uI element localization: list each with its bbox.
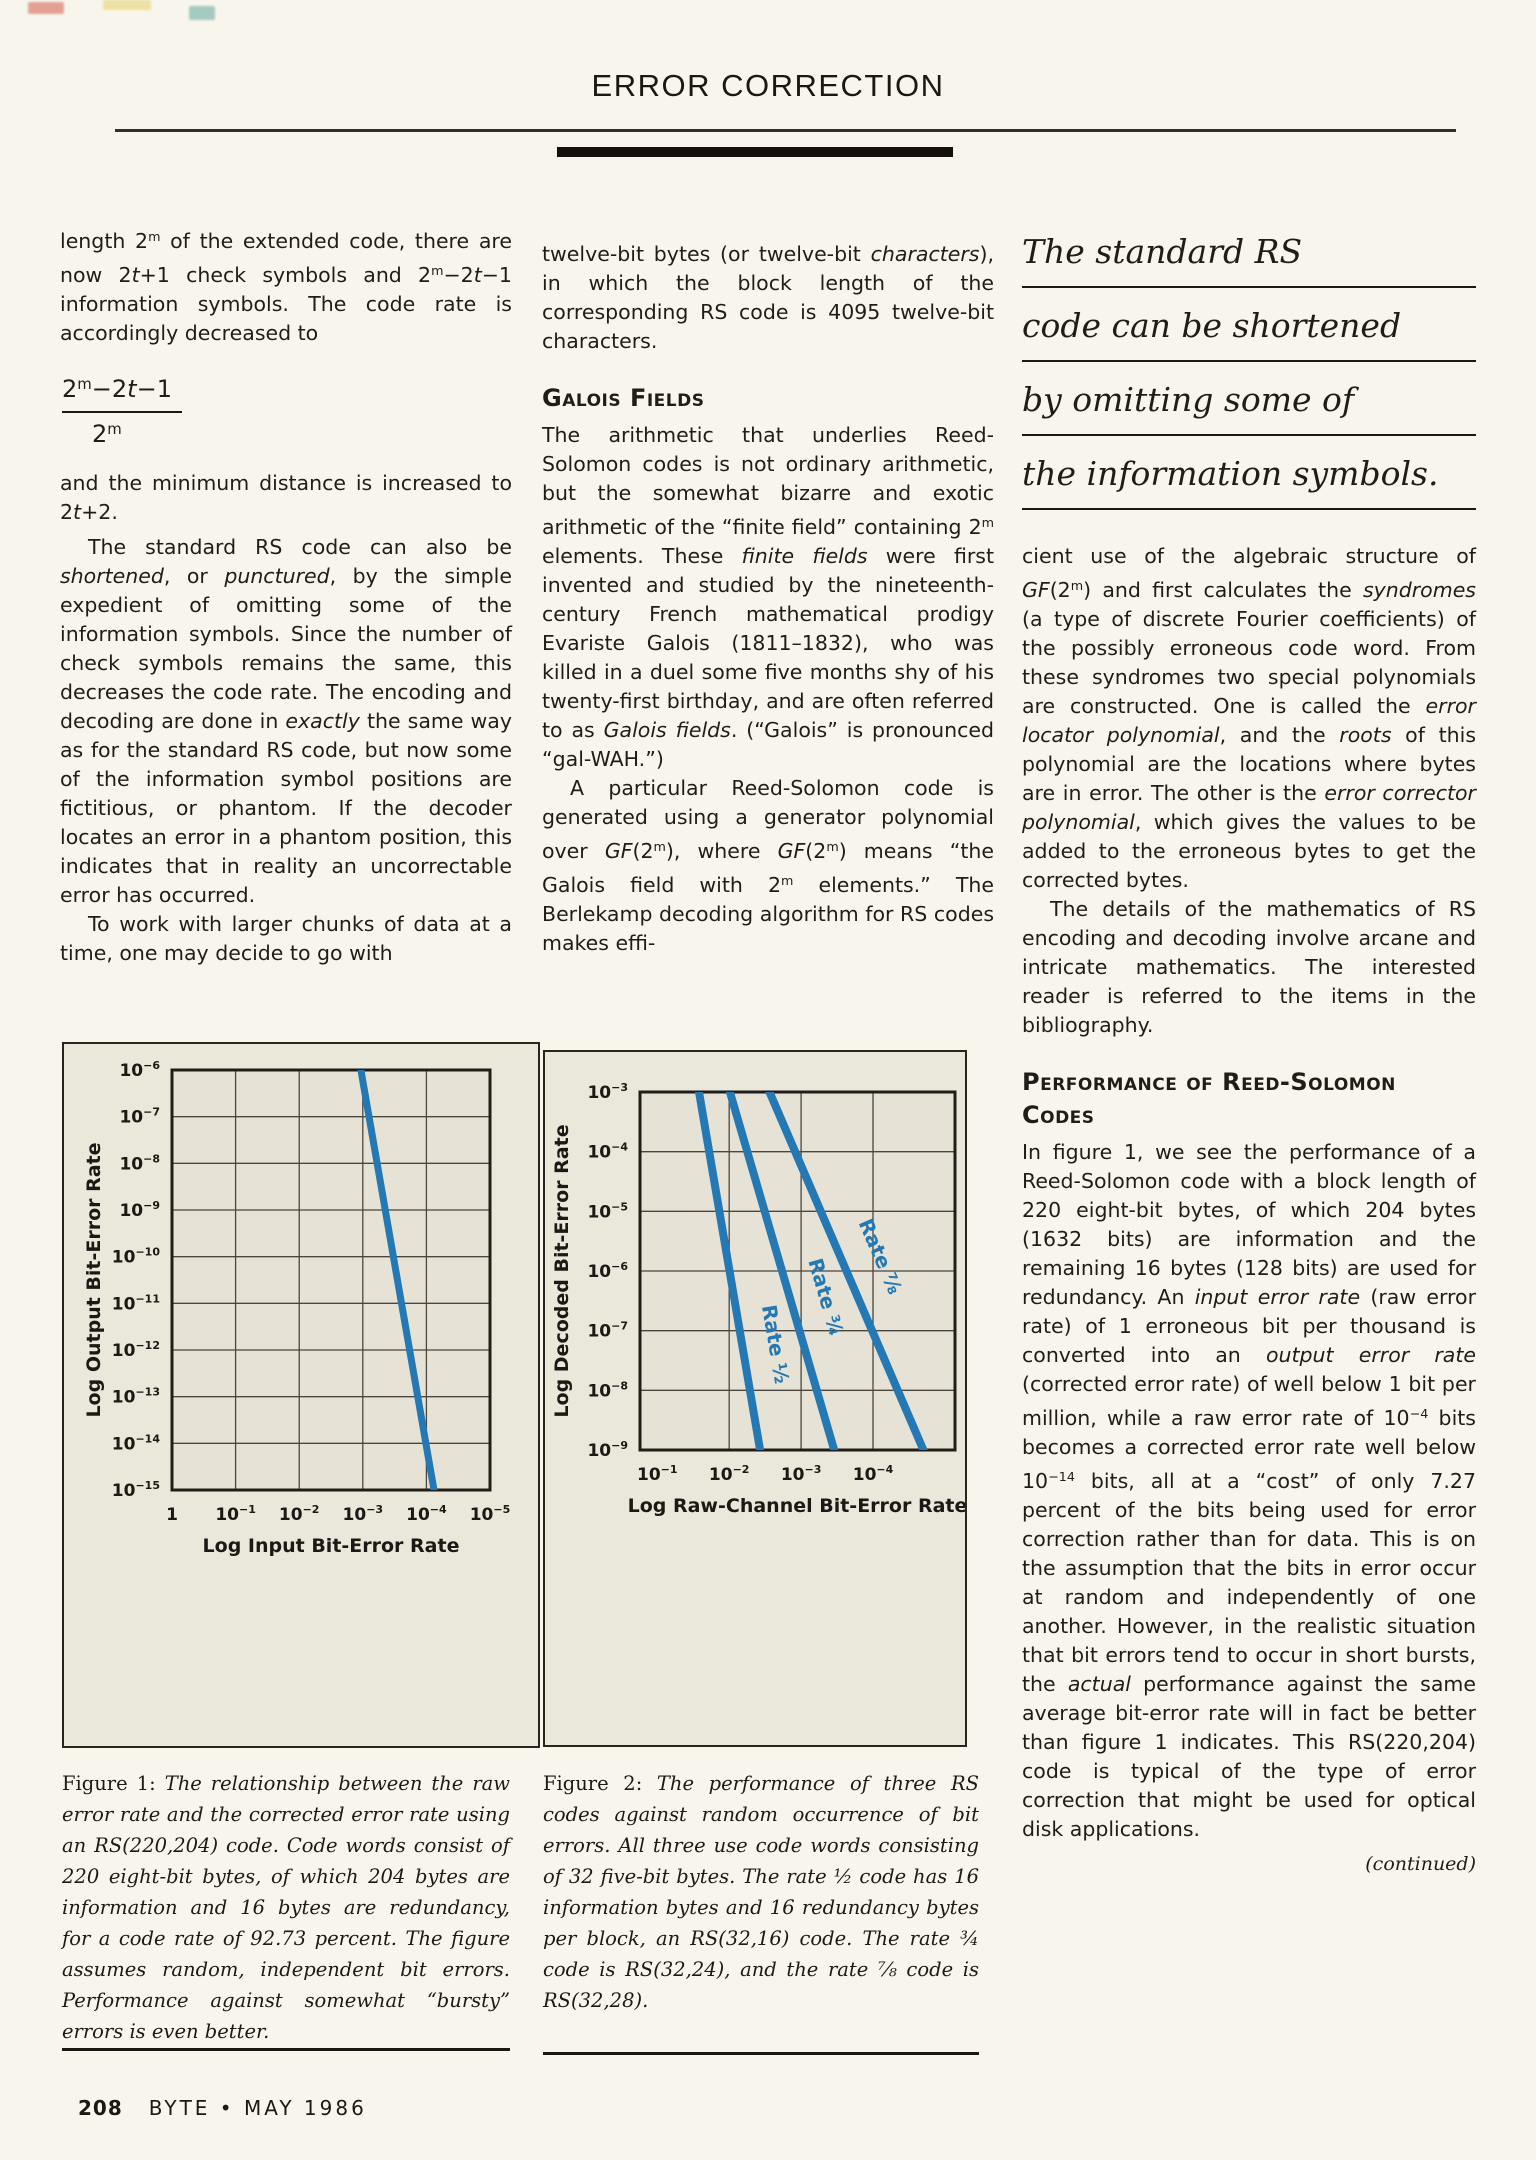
page-footer [78, 2096, 367, 2120]
paragraph: The arithmetic that underlies Reed-Solomon codes is not ordinary arithmetic, but the somewhat bizarre and exotic arithmetic of the “finite field” containing 2$^m$ elements. These finite fields were first invented and studied by the nineteenth-century French mathematical prodigy Evariste Galois (1811–1832), who was killed in a duel some five months shy of his twenty-first birthday, and are often referred to as Galois fields. (“Galois” is pronounced “gal-WAH.”) [542, 423, 995, 771]
print-mark-yellow [103, 0, 151, 10]
svg-text:Rate ½: Rate ½ [756, 1302, 795, 1386]
svg-text:10−4: $10^{-4}$ [852, 1463, 894, 1485]
svg-text:Rate ⅞: Rate ⅞ [853, 1215, 908, 1298]
svg-text:10−7: $10^{-7}$ [119, 1105, 160, 1128]
svg-text:10−4: $10^{-4}$ [587, 1140, 628, 1163]
paragraph: The details of the mathematics of RS encoding and decoding involve arcane and intricate mathematics. The interested reader is referred to the items in the bibliography. [1022, 896, 1476, 1037]
svg-text:10−14: $10^{-14}$ [111, 1432, 160, 1455]
column-1 [60, 222, 512, 968]
svg-text:10−12: $10^{-12}$ [111, 1339, 160, 1361]
svg-text:10−1: $10^{-1}$ [215, 1503, 256, 1525]
svg-text:10−5: $10^{-5}$ [587, 1200, 628, 1223]
paragraph: twelve-bit bytes (or twelve-bit characters), in which the block length of the corresponding RS code is 4095 twelve-bit characters. [542, 242, 994, 353]
page-number: 208 [78, 2096, 123, 2120]
svg-text:Log Input Bit-Error Rate: Log Input Bit-Error Rate [202, 1535, 460, 1557]
paragraph: The standard RS code can also be shortened, or punctured, by the simple expedient of omitting some of the information symbols. Since the number of check symbols remains the same, this decreases the code rate. The encoding and decoding are done in exactly the same way as for the standard RS code, but now some of the information symbol positions are fictitious, or phantom. If the decoder locates an error in a phantom position, this indicates that in reality an uncorrectable error has occurred. [60, 534, 512, 907]
svg-text:10−11: $10^{-11}$ [111, 1292, 160, 1315]
svg-text:10−4: $10^{-4}$ [406, 1503, 447, 1525]
figure-1-chart [62, 1042, 540, 1748]
pull-quote [1022, 231, 1476, 510]
pull-quote-line: by omitting some of [1022, 379, 1476, 436]
footer-text: BYTE • MAY 1986 [148, 2096, 367, 2120]
svg-text:Log Output Bit-Error Rate: Log Output Bit-Error Rate [83, 1142, 105, 1418]
pull-quote-line: the information symbols. [1022, 453, 1476, 510]
column-3 [1022, 225, 1476, 1879]
header-rule [115, 129, 1456, 132]
svg-text:10−5: $10^{-5}$ [469, 1503, 511, 1525]
figure-1-caption: Figure 1: The relationship between the raw error rate and the corrected error rate using an RS(220,204) code. Code words consist of 220 eight-bit bytes, of which 204 bytes are information and 16 bytes are redundancy, for a code rate of 92.73 percent. The figure assumes random, independent bit errors. Performance against somewhat “bursty” errors is even better. [62, 1772, 511, 2043]
paragraph: length 2$^m$ of the extended code, there are now 2t+1 check symbols and $2^m-2t-1$ information symbols. The code rate is accordingly decreased to [60, 228, 512, 345]
paragraph: cient use of the algebraic structure of GF(2$^m$) and first calculates the syndromes (a type of discrete Fourier coefficients) of the possibly erroneous code word. From these syndromes two special polynomials are constructed. One is called the error locator polynomial, and the roots of this polynomial are the locations where bytes are in error. The other is the error corrector polynomial, which gives the values to be added to the erroneous bytes to get the corrected bytes. [1022, 544, 1476, 892]
formula-denominator: 2$^m$ [92, 419, 122, 448]
paragraph: In figure 1, we see the performance of a Reed-Solomon code with a block length of 220 eight-bit bytes, of which 204 bytes (1632 bits) are information and the remaining 16 bytes (128 bits) are used for redundancy. An input error rate (raw error rate) of 1 erroneous bit per thousand is converted into an output error rate (corrected error rate) of well below 1 bit per million, while a raw error rate of $10^{-4}$ bits becomes a corrected error rate well below $10^{-14}$ bits, all at a “cost” of only 7.27 percent of the bits being used for error correction rather than for data. This is on the assumption that the bits in error occur at random and independently of one another. However, in the realistic situation that bit errors tend to occur in short bursts, the actual performance against the same average bit-error rate will in fact be better than figure 1 indicates. This RS(220,204) code is typical of the type of error correction that might be used for optical disk applications. [1022, 1139, 1476, 1841]
svg-text:10−7: $10^{-7}$ [587, 1319, 628, 1342]
pull-quote-line: The standard RS [1022, 231, 1476, 288]
formula-numerator: $2^m-2t-1$ [62, 374, 182, 413]
svg-text:Log Decoded Bit-Error Rate: Log Decoded Bit-Error Rate [551, 1124, 573, 1418]
svg-text:10−9: $10^{-9}$ [587, 1439, 628, 1461]
header-thick-bar [557, 147, 953, 157]
paragraph: A particular Reed-Solomon code is generated using a generator polynomial over GF(2$^m$), where GF(2$^m$) means “the Galois field with 2$^m$ elements.” The Berlekamp decoding algorithm for RS codes makes effi- [542, 775, 994, 955]
section-heading-performance: Performance of Reed-Solomon Codes [1022, 1067, 1396, 1129]
page-title: ERROR CORRECTION [591, 68, 945, 103]
svg-text:10−3: $10^{-3}$ [780, 1463, 822, 1485]
svg-text:10−2: $10^{-2}$ [278, 1503, 320, 1525]
svg-text:1: 1 [166, 1505, 178, 1525]
code-rate-formula [62, 374, 512, 449]
svg-text:Log Raw-Channel Bit-Error Rate: Log Raw-Channel Bit-Error Rate [627, 1495, 965, 1517]
pull-quote-line: code can be shortened [1022, 305, 1476, 362]
svg-text:10−6: $10^{-6}$ [587, 1260, 628, 1282]
figure-2-chart [543, 1050, 967, 1747]
svg-text:10−3: $10^{-3}$ [587, 1081, 628, 1103]
paragraph: To work with larger chunks of data at a time, one may decide to go with [60, 911, 512, 965]
caption-rule [543, 2052, 979, 2055]
column-2 [542, 240, 994, 958]
figure-2-caption: Figure 2: The performance of three RS codes against random occurrence of bit errors. All three use code words consisting of 32 five-bit bytes. The rate ½ code has 16 information bytes and 16 redundancy bytes per block, an RS(32,16) code. The rate ¾ code is RS(32,24), and the rate ⅞ code is RS(32,28). [543, 1772, 979, 2012]
svg-text:10−8: $10^{-8}$ [587, 1379, 628, 1402]
svg-text:10−13: $10^{-13}$ [111, 1385, 160, 1408]
svg-text:10−9: $10^{-9}$ [119, 1199, 160, 1221]
svg-text:10−8: $10^{-8}$ [119, 1152, 160, 1175]
svg-text:10−15: $10^{-15}$ [111, 1479, 160, 1501]
paragraph: and the minimum distance is increased to 2t+2. [60, 470, 512, 524]
caption-rule [62, 2048, 510, 2051]
svg-text:10−10: $10^{-10}$ [111, 1245, 160, 1268]
svg-text:10−6: $10^{-6}$ [119, 1059, 160, 1081]
section-heading-galois-fields: Galois Fields [542, 384, 705, 412]
print-mark-teal [189, 6, 215, 20]
print-mark-red [28, 2, 64, 14]
svg-text:10−2: $10^{-2}$ [708, 1463, 750, 1485]
svg-text:10−3: $10^{-3}$ [342, 1503, 384, 1525]
svg-text:Rate ¾: Rate ¾ [803, 1255, 849, 1339]
continued-note: (continued) [1365, 1852, 1476, 1875]
svg-text:10−1: $10^{-1}$ [636, 1463, 678, 1485]
